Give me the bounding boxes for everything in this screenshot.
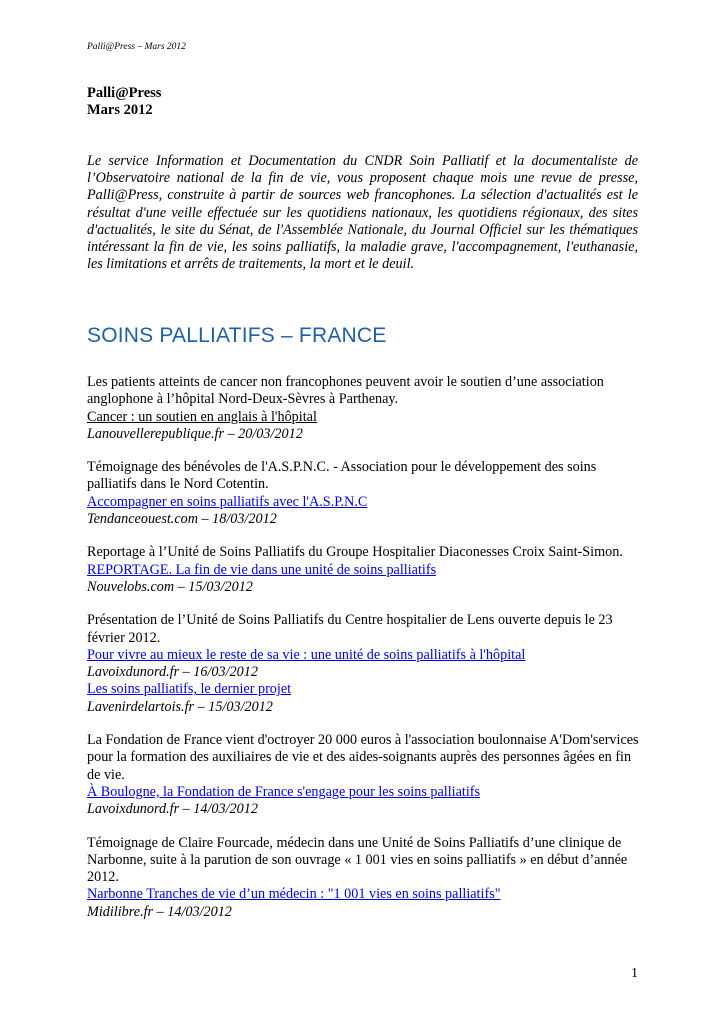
- article-source: Lavoixdunord.fr – 14/03/2012: [87, 801, 258, 818]
- article-link-row: [87, 409, 647, 426]
- page-number: 1: [631, 966, 638, 981]
- articles-list: [87, 374, 647, 937]
- article-link[interactable]: Accompagner en soins palliatifs avec l'A.S.P.N.C: [87, 493, 368, 510]
- article-link-row: [87, 681, 647, 698]
- article-item: [87, 612, 647, 716]
- article-source: Lavoixdunord.fr – 16/03/2012: [87, 664, 258, 681]
- article-item: [87, 835, 647, 921]
- article-link[interactable]: Narbonne Tranches de vie d’un médecin : "1 001 vies en soins palliatifs": [87, 886, 501, 903]
- publication-date: Mars 2012: [87, 102, 153, 118]
- article-source: Midilibre.fr – 14/03/2012: [87, 903, 232, 920]
- section-title: SOINS PALLIATIFS – FRANCE: [87, 324, 387, 347]
- article-description: Reportage à l’Unité de Soins Palliatifs du Groupe Hospitalier Diaconesses Croix Saint-Simon.: [87, 544, 623, 561]
- article-description: Présentation de l’Unité de Soins Palliatifs du Centre hospitalier de Lens ouverte depuis le 23 février 2012.: [87, 612, 613, 646]
- article-link-row: [87, 784, 647, 801]
- article-link-row: [87, 886, 647, 903]
- article-link-row: [87, 647, 647, 664]
- article-link[interactable]: Les soins palliatifs, le dernier projet: [87, 681, 292, 698]
- publication-block: [87, 85, 161, 119]
- article-description: Témoignage de Claire Fourcade, médecin dans une Unité de Soins Palliatifs d’une clinique de Narbonne, suite à la parution de son ouvrage « 1 001 vies en soins palliatifs » en début d’année 2012.: [87, 834, 628, 886]
- article-source: Lavenirdelartois.fr – 15/03/2012: [87, 698, 273, 715]
- article-source: Tendanceouest.com – 18/03/2012: [87, 511, 277, 528]
- article-link[interactable]: À Boulogne, la Fondation de France s'engage pour les soins palliatifs: [87, 783, 481, 800]
- article-source: Lanouvellerepublique.fr – 20/03/2012: [87, 425, 303, 442]
- article-item: [87, 459, 647, 528]
- intro-paragraph: Le service Information et Documentation du CNDR Soin Palliatif et la documentaliste de l’Observatoire national de la fin de vie, vous proposent chaque mois une revue de presse, Palli@Press, construite à partir de sources web francophones. La sélection d'actualités est le résultat d'une veille effectuée sur les quotidiens nationaux, les quotidiens régionaux, des sites d'actualités, le site du Sénat, de l'Assemblée Nationale, du Journal Officiel sur les thématiques intéressant la fin de vie, les soins palliatifs, la maladie grave, l'accompagnement, l'euthanasie, les limitations et arrêts de traitements, la mort et le deuil.: [87, 153, 638, 273]
- running-header: Palli@Press – Mars 2012: [87, 42, 186, 52]
- article-link[interactable]: REPORTAGE. La fin de vie dans une unité de soins palliatifs: [87, 561, 437, 578]
- article-description: La Fondation de France vient d'octroyer 20 000 euros à l'association boulonnaise A'Dom'services pour la formation des auxiliaires de vie et des aides-soignants auprès des personnes âgées en fin de vie.: [87, 732, 639, 783]
- article-source: Nouvelobs.com – 15/03/2012: [87, 578, 253, 595]
- publication-name: Palli@Press: [87, 85, 162, 101]
- article-item: [87, 732, 647, 818]
- article-link-row: [87, 562, 647, 579]
- article-description: Les patients atteints de cancer non francophones peuvent avoir le soutien d’une association anglophone à l’hôpital Nord-Deux-Sèvres à Parthenay.: [87, 374, 604, 408]
- article-item: [87, 544, 647, 596]
- article-item: [87, 374, 647, 443]
- article-description: Témoignage des bénévoles de l'A.S.P.N.C. - Association pour le développement des soins palliatifs dans le Nord Cotentin.: [87, 459, 597, 493]
- article-link-row: [87, 494, 647, 511]
- article-link[interactable]: Pour vivre au mieux le reste de sa vie : une unité de soins palliatifs à l'hôpital: [87, 646, 526, 663]
- article-link[interactable]: Cancer : un soutien en anglais à l'hôpital: [87, 408, 317, 425]
